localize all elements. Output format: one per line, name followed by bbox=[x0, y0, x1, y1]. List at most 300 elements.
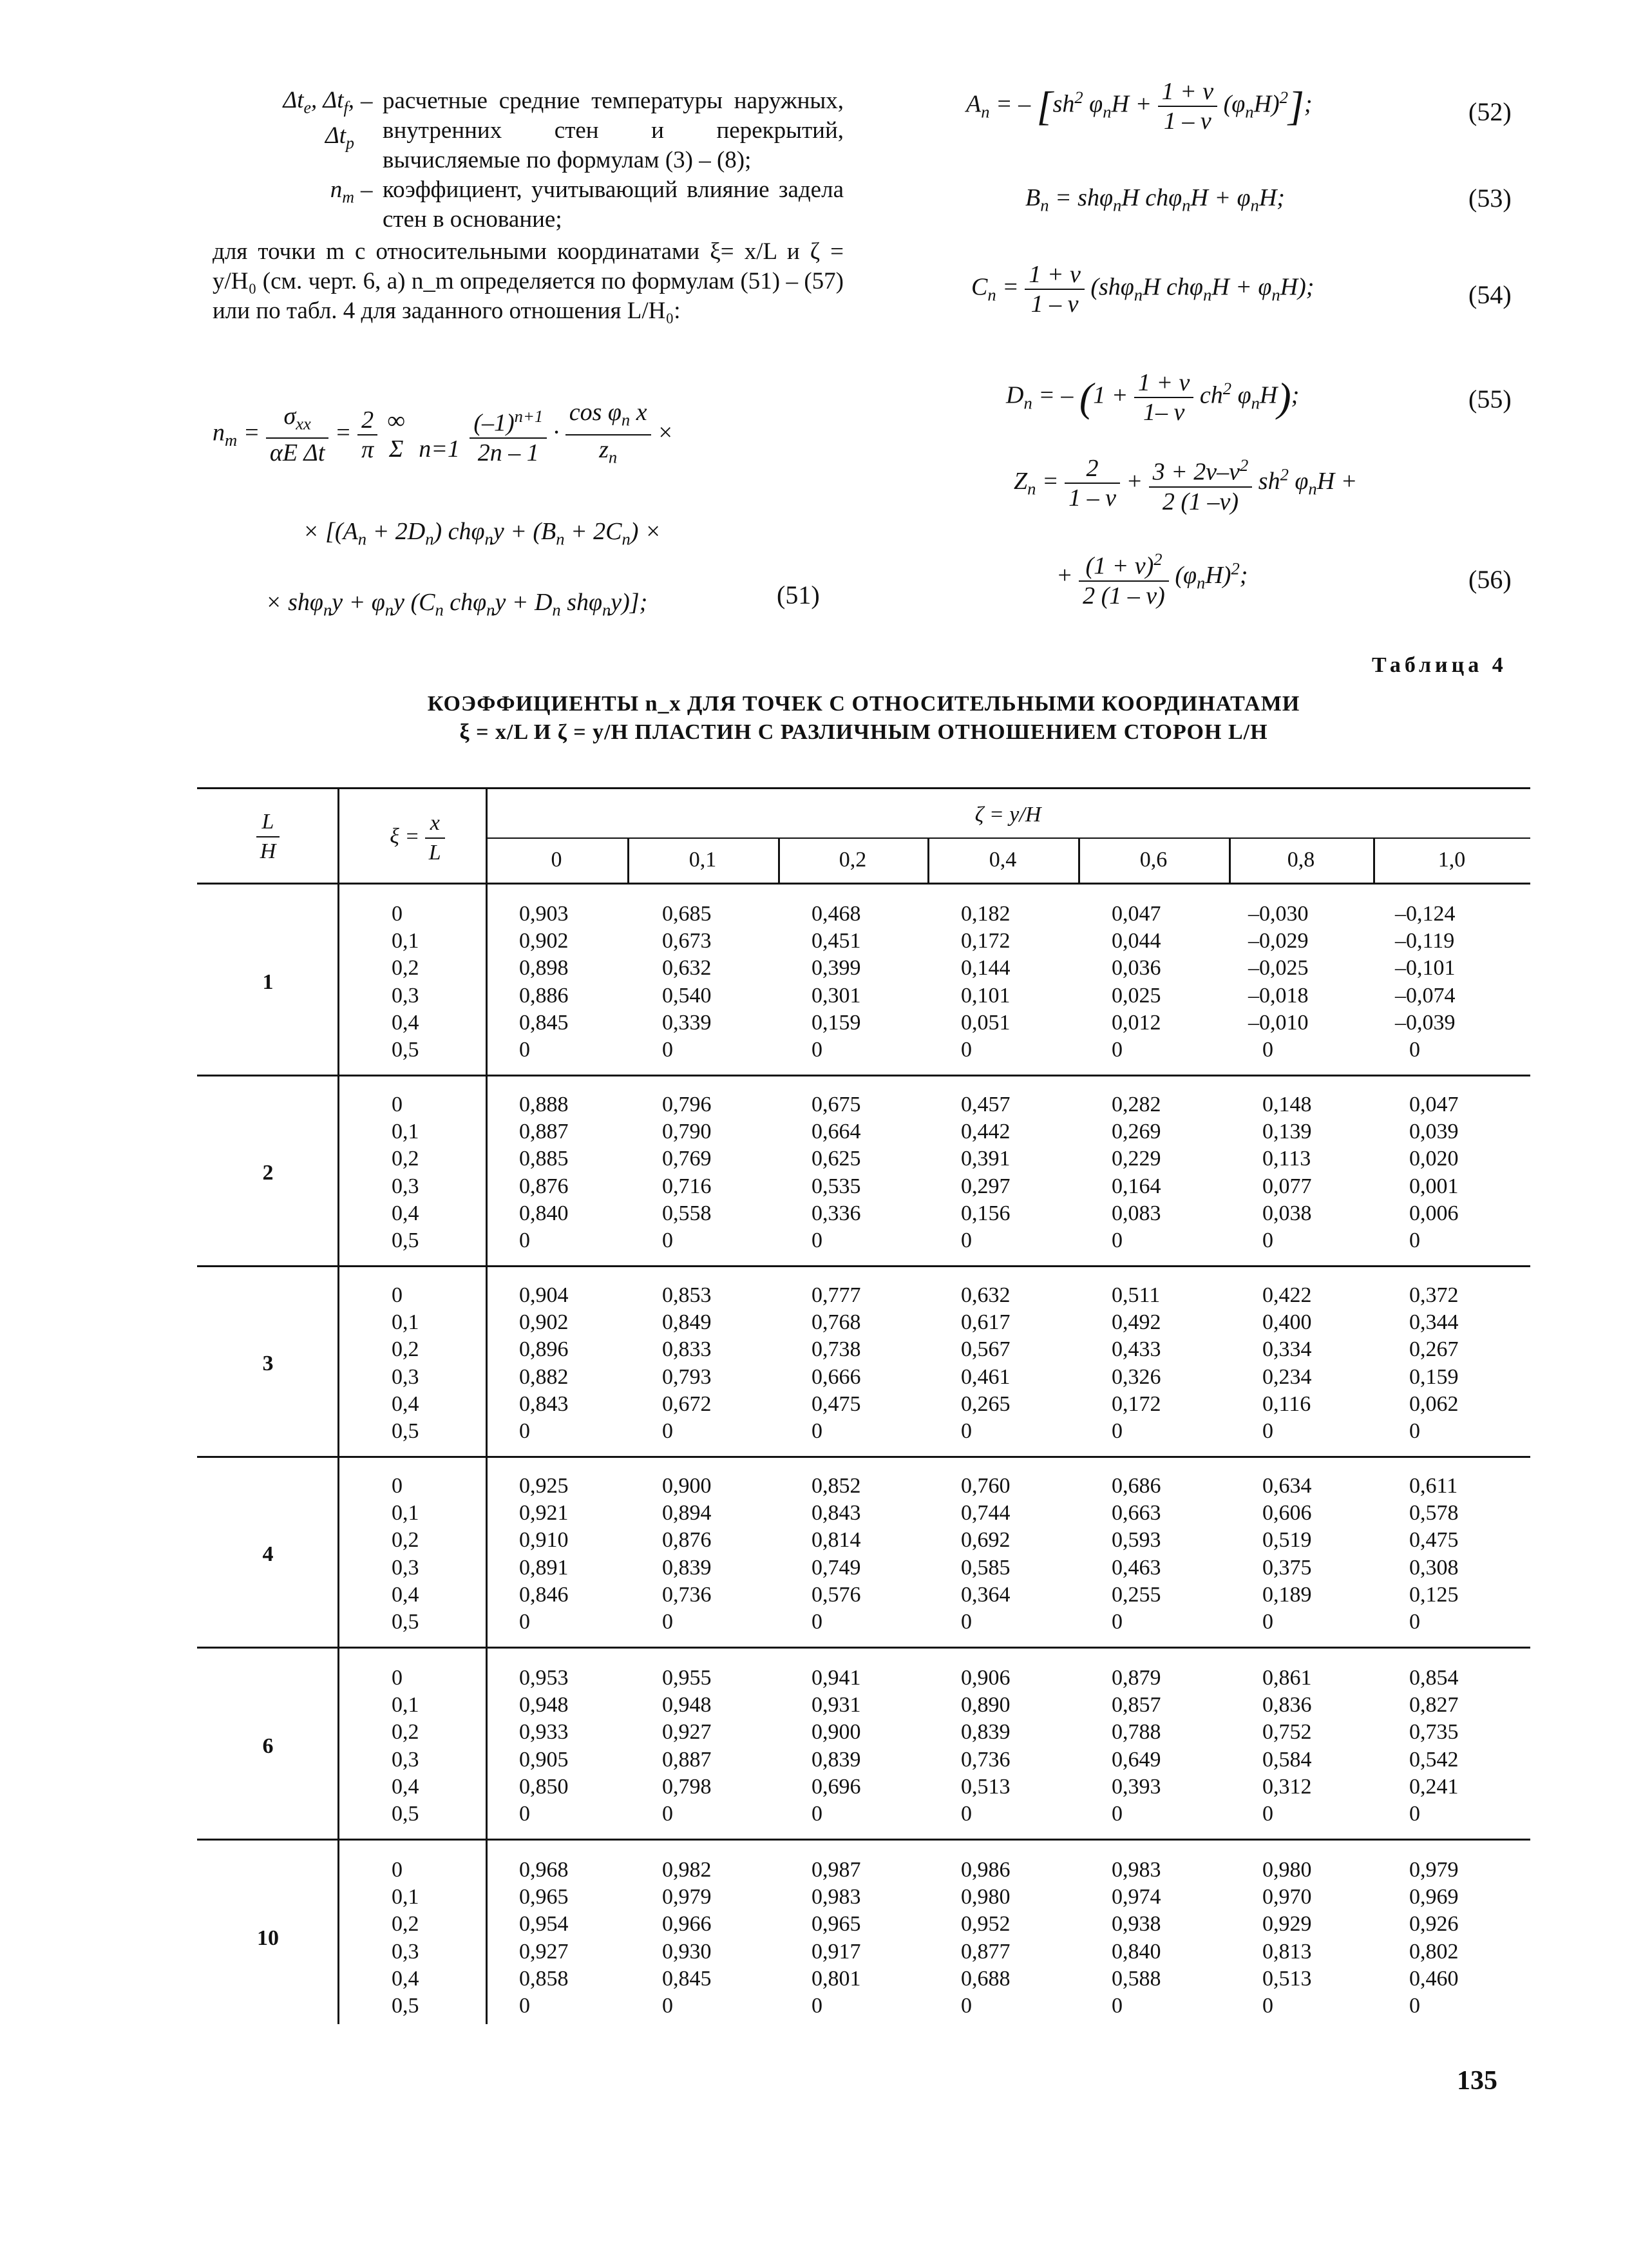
table-rule-group bbox=[197, 1265, 1530, 1267]
table-cell: 0,852 bbox=[812, 1474, 861, 1498]
xi-value: 0,2 bbox=[392, 1720, 419, 1745]
table-cell: 0,736 bbox=[662, 1582, 712, 1607]
table-cell: 0,172 bbox=[1112, 1392, 1161, 1416]
table-cell: 0,749 bbox=[812, 1555, 861, 1580]
table-cell: 0,578 bbox=[1409, 1501, 1459, 1526]
table-cell: 0,941 bbox=[812, 1666, 861, 1690]
table-cell: 0,903 bbox=[519, 902, 569, 926]
table-cell: 0,422 bbox=[1262, 1283, 1312, 1307]
table-cell: 0,777 bbox=[812, 1283, 861, 1307]
table-cell: –0,039 bbox=[1395, 1010, 1456, 1035]
table-cell: 0,229 bbox=[1112, 1147, 1161, 1171]
table-cell: 0,882 bbox=[519, 1364, 569, 1389]
table-cell: 0,900 bbox=[812, 1720, 861, 1745]
formula-51-line1: $n_m$ = $\frac{\sigma_{xx}}{\text{αE Δt}}$ = $\frac{2}{\pi}$ ∞ Σ n=1 $\frac{(-1)^{n+1}}{2n - 1}$ · $\frac{\cos \varphi_n x}{z_n}$ × bbox=[213, 399, 674, 467]
table-cell: 0 bbox=[1409, 1229, 1420, 1252]
header-xi-num: x bbox=[425, 809, 445, 839]
table-cell: 0,001 bbox=[1409, 1174, 1459, 1198]
xi-value: 0,4 bbox=[392, 1201, 419, 1225]
table-cell: 0 bbox=[662, 1038, 673, 1062]
table-cell: 0,801 bbox=[812, 1966, 861, 1991]
table-cell: 0,511 bbox=[1112, 1283, 1161, 1307]
table-cell: 0,649 bbox=[1112, 1747, 1161, 1772]
table-cell: 0,955 bbox=[662, 1666, 712, 1690]
intro-paragraph: для точки m с относительными координатами ξ= x/L и ζ = y/H₀ (см. черт. 6, а) n_m определяется по формулам (51) – (57) или по табл. 4 для заданного отношения L/H₀: bbox=[213, 238, 844, 324]
lh-value: 2 bbox=[262, 1160, 274, 1185]
xi-value: 0,4 bbox=[392, 1010, 419, 1035]
table-cell: 0,189 bbox=[1262, 1582, 1312, 1607]
table-cell: 0,788 bbox=[1112, 1720, 1161, 1745]
table-cell: 0,854 bbox=[1409, 1666, 1459, 1690]
table-cell: 0,051 bbox=[961, 1010, 1011, 1035]
table-cell: 0,267 bbox=[1409, 1337, 1459, 1362]
table-cell: 0,632 bbox=[662, 956, 712, 980]
table-cell: 0 bbox=[1262, 1610, 1273, 1634]
xi-value: 0,5 bbox=[392, 1038, 419, 1062]
table-cell: 0,925 bbox=[519, 1474, 569, 1498]
table-cell: 0,836 bbox=[1262, 1693, 1312, 1717]
zeta-value: 1,0 bbox=[1438, 848, 1466, 872]
table-cell: 0,876 bbox=[662, 1528, 712, 1553]
table-cell: 0 bbox=[961, 1610, 972, 1634]
lh-value: 6 bbox=[262, 1734, 274, 1758]
table-cell: 0,234 bbox=[1262, 1364, 1312, 1389]
table-cell: 0,894 bbox=[662, 1501, 712, 1526]
table-cell: 0,987 bbox=[812, 1858, 861, 1882]
xi-value: 0,1 bbox=[392, 1310, 419, 1335]
table-cell: 0,736 bbox=[961, 1747, 1011, 1772]
table-cell: 0,241 bbox=[1409, 1774, 1459, 1799]
table-cell: 0,813 bbox=[1262, 1939, 1312, 1964]
table-cell: 0,182 bbox=[961, 902, 1011, 926]
xi-value: 0,4 bbox=[392, 1582, 419, 1607]
table-cell: 0,400 bbox=[1262, 1310, 1312, 1335]
table-cell: 0,692 bbox=[961, 1528, 1011, 1553]
table-cell: 0,675 bbox=[812, 1093, 861, 1116]
table-cell: 0 bbox=[961, 1994, 972, 2018]
table-cell: 0,857 bbox=[1112, 1693, 1161, 1717]
table-cell: 0,038 bbox=[1262, 1201, 1312, 1225]
table-cell: 0,744 bbox=[961, 1501, 1011, 1526]
table-cell: 0,845 bbox=[662, 1966, 712, 1991]
table-cell: –0,030 bbox=[1248, 902, 1309, 926]
table-cell: –0,074 bbox=[1395, 983, 1456, 1008]
formula-51-line2: × [$(A_n + 2D_n) ch\varphi_ny + (B_n + 2C_n)$ × bbox=[303, 518, 661, 549]
table-cell: 0 bbox=[1409, 1610, 1420, 1634]
table-cell: –0,010 bbox=[1248, 1010, 1309, 1035]
table-label: Таблица 4 bbox=[1372, 653, 1507, 677]
xi-value: 0,2 bbox=[392, 1147, 419, 1171]
table-cell: 0,148 bbox=[1262, 1093, 1312, 1116]
table-cell: 0 bbox=[1409, 1419, 1420, 1443]
table-cell: 0,393 bbox=[1112, 1774, 1161, 1799]
table-cell: 0,910 bbox=[519, 1528, 569, 1553]
table-cell: 0,686 bbox=[1112, 1474, 1161, 1498]
formula-56-line1: $Z_n$ = $\frac{2}{1 - \nu}$ + $\frac{3 + 2\nu-\nu^2}{2 (1 -\nu)}$ $sh^2$ $\varphi_nH$ + bbox=[1014, 451, 1357, 516]
table-cell: 0,898 bbox=[519, 956, 569, 980]
table-cell: 0,840 bbox=[1112, 1939, 1161, 1964]
table-cell: 0,567 bbox=[961, 1337, 1011, 1362]
table-cell: 0,876 bbox=[519, 1174, 569, 1198]
table-cell: 0,948 bbox=[662, 1693, 712, 1717]
table-cell: 0 bbox=[812, 1419, 822, 1443]
table-cell: 0,979 bbox=[662, 1885, 712, 1909]
table-cell: 0,039 bbox=[1409, 1120, 1459, 1144]
table-cell: 0,879 bbox=[1112, 1666, 1161, 1690]
equation-number-54: (54) bbox=[1468, 280, 1512, 309]
table-cell: 0,900 bbox=[662, 1474, 712, 1498]
table-cell: 0 bbox=[1112, 1994, 1123, 2018]
table-cell: 0,461 bbox=[961, 1364, 1011, 1389]
table-cell: 0,983 bbox=[812, 1885, 861, 1909]
table-cell: 0,584 bbox=[1262, 1747, 1312, 1772]
table-cell: 0,113 bbox=[1262, 1147, 1311, 1171]
table-cell: 0,144 bbox=[961, 956, 1011, 980]
table-cell: 0,611 bbox=[1409, 1474, 1458, 1498]
xi-value: 0,5 bbox=[392, 1419, 419, 1443]
definition-nm bbox=[213, 175, 844, 234]
xi-value: 0,1 bbox=[392, 1120, 419, 1144]
definition-dash: – bbox=[361, 177, 373, 203]
table-rule-top bbox=[197, 787, 1530, 789]
xi-value: 0,4 bbox=[392, 1966, 419, 1991]
table-cell: 0,902 bbox=[519, 929, 569, 953]
table-cell: 0,798 bbox=[662, 1774, 712, 1799]
table-cell: 0,588 bbox=[1112, 1966, 1161, 1991]
definition-text: коэффициент, учитывающий влияние задела стен в основание; bbox=[383, 177, 844, 233]
table-cell: 0,673 bbox=[662, 929, 712, 953]
definition-symbol: $\Delta t_e$, $\Delta t_f$, $\Delta t_p$ bbox=[283, 87, 354, 153]
zeta-value: 0,2 bbox=[839, 848, 867, 872]
table-cell: 0,336 bbox=[812, 1201, 861, 1225]
table-cell: 0,891 bbox=[519, 1555, 569, 1580]
table-cell: 0,576 bbox=[812, 1582, 861, 1607]
table-cell: 0,948 bbox=[519, 1693, 569, 1717]
table-cell: 0,926 bbox=[1409, 1912, 1459, 1937]
table-cell: 0,921 bbox=[519, 1501, 569, 1526]
table-cell: 0 bbox=[961, 1038, 972, 1062]
table-cell: 0,861 bbox=[1262, 1666, 1312, 1690]
table-cell: 0 bbox=[519, 1610, 530, 1634]
table-cell: 0,845 bbox=[519, 1010, 569, 1035]
table-cell: 0,979 bbox=[1409, 1858, 1459, 1882]
table-cell: 0,372 bbox=[1409, 1283, 1459, 1307]
table-cell: 0 bbox=[662, 1994, 673, 2018]
xi-value: 0,2 bbox=[392, 1528, 419, 1553]
table-cell: 0,044 bbox=[1112, 929, 1161, 953]
table-cell: 0 bbox=[1409, 1038, 1420, 1062]
table-cell: 0,542 bbox=[1409, 1747, 1459, 1772]
table-cell: 0,399 bbox=[812, 956, 861, 980]
table-cell: 0,735 bbox=[1409, 1720, 1459, 1745]
formula-51-line3: × $sh\varphi_ny + \varphi_ny$ ($C_n$ $ch\varphi_ny + D_n$ shφ$_n$y)]; bbox=[265, 589, 648, 620]
formula-52: $A_n$ = – [$sh^2$ $\varphi_nH$ + $\frac{1 + \nu}{1 - \nu}$ $(\varphi_nH)^2$]; bbox=[966, 78, 1313, 135]
table-cell: 0,886 bbox=[519, 983, 569, 1008]
table-cell: 0,012 bbox=[1112, 1010, 1161, 1035]
table-cell: 0,827 bbox=[1409, 1693, 1459, 1717]
table-cell: 0,966 bbox=[662, 1912, 712, 1937]
xi-value: 0,1 bbox=[392, 1501, 419, 1526]
lh-value: 4 bbox=[262, 1542, 274, 1566]
table-cell: 0,685 bbox=[662, 902, 712, 926]
table-cell: 0,139 bbox=[1262, 1120, 1312, 1144]
table-cell: 0,927 bbox=[662, 1720, 712, 1745]
xi-value: 0,3 bbox=[392, 1364, 419, 1389]
table-cell: 0,840 bbox=[519, 1201, 569, 1225]
table-cell: 0,468 bbox=[812, 902, 861, 926]
definition-text: расчетные средние температуры наружных, внутренних стен и перекрытий, вычисляемые по формулам (3) – (8); bbox=[383, 88, 844, 173]
table-cell: 0,156 bbox=[961, 1201, 1011, 1225]
table-cell: 0,853 bbox=[662, 1283, 712, 1307]
xi-value: 0,3 bbox=[392, 983, 419, 1008]
table-cell: 0,513 bbox=[961, 1774, 1011, 1799]
table-cell: 0,965 bbox=[812, 1912, 861, 1937]
table-cell: 0,475 bbox=[1409, 1528, 1459, 1553]
definition-list bbox=[213, 86, 844, 326]
table-cell: 0,036 bbox=[1112, 956, 1161, 980]
table-cell: 0,968 bbox=[519, 1858, 569, 1882]
table-cell: 0,558 bbox=[662, 1201, 712, 1225]
table-cell: 0,391 bbox=[961, 1147, 1011, 1171]
zeta-value: 0,1 bbox=[688, 848, 717, 872]
table-cell: 0,769 bbox=[662, 1147, 712, 1171]
table-cell: 0,442 bbox=[961, 1120, 1011, 1144]
table-cell: 0,585 bbox=[961, 1555, 1011, 1580]
table-cell: 0 bbox=[662, 1610, 673, 1634]
definition-dash: – bbox=[361, 88, 373, 114]
table-cell: 0,297 bbox=[961, 1174, 1011, 1198]
zeta-value: 0,8 bbox=[1287, 848, 1315, 872]
xi-value: 0 bbox=[392, 1093, 403, 1116]
table-cell: 0 bbox=[519, 1419, 530, 1443]
xi-value: 0,2 bbox=[392, 1912, 419, 1937]
table-cell: 0,301 bbox=[812, 983, 861, 1008]
table-cell: 0,463 bbox=[1112, 1555, 1161, 1580]
table-cell: 0,970 bbox=[1262, 1885, 1312, 1909]
table-cell: 0,905 bbox=[519, 1747, 569, 1772]
table-cell: 0,083 bbox=[1112, 1201, 1161, 1225]
table-cell: 0,839 bbox=[961, 1720, 1011, 1745]
xi-value: 0 bbox=[392, 1666, 403, 1690]
table-cell: 0 bbox=[1112, 1419, 1123, 1443]
table-rule-group bbox=[197, 1839, 1530, 1841]
table-cell: 0,375 bbox=[1262, 1555, 1312, 1580]
table-cell: 0,460 bbox=[1409, 1966, 1459, 1991]
xi-value: 0 bbox=[392, 1474, 403, 1498]
table-cell: 0,927 bbox=[519, 1939, 569, 1964]
table-cell: 0 bbox=[812, 1038, 822, 1062]
xi-value: 0,5 bbox=[392, 1610, 419, 1634]
xi-value: 0,1 bbox=[392, 929, 419, 953]
table-cell: –0,029 bbox=[1248, 929, 1309, 953]
lh-value: 3 bbox=[262, 1351, 274, 1375]
table-cell: 0,265 bbox=[961, 1392, 1011, 1416]
table-cell: 0,116 bbox=[1262, 1392, 1311, 1416]
table-cell: –0,119 bbox=[1395, 929, 1455, 953]
table-cell: 0 bbox=[961, 1419, 972, 1443]
table-cell: 0,888 bbox=[519, 1093, 569, 1116]
table-cell: 0 bbox=[519, 1802, 530, 1826]
table-cell: –0,018 bbox=[1248, 983, 1309, 1008]
table-cell: 0,062 bbox=[1409, 1392, 1459, 1416]
table-cell: 0,906 bbox=[961, 1666, 1011, 1690]
table-cell: 0,593 bbox=[1112, 1528, 1161, 1553]
table-cell: –0,101 bbox=[1395, 956, 1456, 980]
table-cell: 0 bbox=[1112, 1038, 1123, 1062]
table-cell: 0,696 bbox=[812, 1774, 861, 1799]
xi-value: 0 bbox=[392, 902, 403, 926]
xi-value: 0,3 bbox=[392, 1939, 419, 1964]
table-cell: 0,451 bbox=[812, 929, 861, 953]
table-cell: 0,255 bbox=[1112, 1582, 1161, 1607]
table-cell: 0 bbox=[812, 1994, 822, 2018]
table-cell: 0 bbox=[961, 1229, 972, 1252]
table-cell: 0 bbox=[662, 1419, 673, 1443]
table-cell: 0,006 bbox=[1409, 1201, 1459, 1225]
table-cell: 0,858 bbox=[519, 1966, 569, 1991]
header-xi bbox=[366, 809, 469, 867]
table-cell: 0,849 bbox=[662, 1310, 712, 1335]
table-cell: 0,513 bbox=[1262, 1966, 1312, 1991]
zeta-value: 0,6 bbox=[1139, 848, 1168, 872]
table-cell: 0,802 bbox=[1409, 1939, 1459, 1964]
table-cell: 0,125 bbox=[1409, 1582, 1459, 1607]
xi-value: 0 bbox=[392, 1858, 403, 1882]
table-cell: 0,930 bbox=[662, 1939, 712, 1964]
table-cell: 0,833 bbox=[662, 1337, 712, 1362]
lh-value: 10 bbox=[257, 1926, 279, 1950]
header-xi-prefix: ξ = bbox=[390, 824, 420, 848]
definition-symbol: $n_m$ bbox=[330, 177, 354, 207]
table-cell: –0,025 bbox=[1248, 956, 1309, 980]
formula-55: $D_n$ = – (1 + $\frac{1 + \nu}{1- \nu}$ $ch^2$ $\varphi_nH$); bbox=[1006, 369, 1300, 426]
table-cell: 0,843 bbox=[519, 1392, 569, 1416]
table-cell: 0,433 bbox=[1112, 1337, 1161, 1362]
header-xi-den: L bbox=[428, 841, 441, 865]
definition-temperatures bbox=[213, 86, 844, 175]
table-cell: 0 bbox=[961, 1802, 972, 1826]
equation-number-56: (56) bbox=[1468, 565, 1512, 594]
table-cell: 0,457 bbox=[961, 1093, 1011, 1116]
table-cell: 0,326 bbox=[1112, 1364, 1161, 1389]
table-cell: 0,974 bbox=[1112, 1885, 1161, 1909]
table-cell: 0,839 bbox=[662, 1555, 712, 1580]
table-cell: 0,969 bbox=[1409, 1885, 1459, 1909]
table-cell: 0,796 bbox=[662, 1093, 712, 1116]
table-cell: 0,047 bbox=[1112, 902, 1161, 926]
xi-value: 0,1 bbox=[392, 1885, 419, 1909]
table-cell: 0,339 bbox=[662, 1010, 712, 1035]
xi-value: 0 bbox=[392, 1283, 403, 1307]
table-cell: 0,334 bbox=[1262, 1337, 1312, 1362]
coefficients-table bbox=[197, 787, 1530, 2018]
table-title-line2: ξ = x/L И ζ = y/H ПЛАСТИН С РАЗЛИЧНЫМ ОТНОШЕНИЕМ СТОРОН L/H bbox=[459, 720, 1268, 744]
table-cell: 0,917 bbox=[812, 1939, 861, 1964]
header-lh bbox=[236, 808, 300, 866]
table-cell: 0,885 bbox=[519, 1147, 569, 1171]
xi-value: 0,5 bbox=[392, 1994, 419, 2018]
table-rule-header bbox=[197, 883, 1530, 885]
table-cell: 0,716 bbox=[662, 1174, 712, 1198]
table-cell: 0,843 bbox=[812, 1501, 861, 1526]
table-cell: 0,672 bbox=[662, 1392, 712, 1416]
table-cell: 0,663 bbox=[1112, 1501, 1161, 1526]
table-cell: 0,954 bbox=[519, 1912, 569, 1937]
table-cell: 0,077 bbox=[1262, 1174, 1312, 1198]
table-cell: 0,850 bbox=[519, 1774, 569, 1799]
table-cell: 0,172 bbox=[961, 929, 1011, 953]
table-cell: 0,312 bbox=[1262, 1774, 1312, 1799]
table-cell: 0,752 bbox=[1262, 1720, 1312, 1745]
table-cell: 0,904 bbox=[519, 1283, 569, 1307]
table-cell: 0,344 bbox=[1409, 1310, 1459, 1335]
table-cell: 0 bbox=[662, 1229, 673, 1252]
formula-56-line2: + $\frac{(1 + \nu)^2}{2 (1 - \nu)}$ $(\varphi_nH)^2$; bbox=[1056, 545, 1248, 610]
table-cell: 0,632 bbox=[961, 1283, 1011, 1307]
formula-54: $C_n$ = $\frac{1 + \nu}{1 - \nu}$ (shφ$_n$H $ch\varphi_nH + \varphi_nH$); bbox=[971, 261, 1315, 318]
table-cell: 0,020 bbox=[1409, 1147, 1459, 1171]
table-cell: 0,308 bbox=[1409, 1555, 1459, 1580]
table-cell: 0,159 bbox=[812, 1010, 861, 1035]
table-cell: 0,902 bbox=[519, 1310, 569, 1335]
table-cell: 0,877 bbox=[961, 1939, 1011, 1964]
table-cell: 0,688 bbox=[961, 1966, 1011, 1991]
formula-53: $B_n = sh\varphi_nH$ $ch\varphi_nH + \varphi_nH$; bbox=[1025, 184, 1285, 215]
table-cell: 0,793 bbox=[662, 1364, 712, 1389]
table-cell: 0,890 bbox=[961, 1693, 1011, 1717]
zeta-value: 0,4 bbox=[989, 848, 1017, 872]
xi-value: 0,2 bbox=[392, 956, 419, 980]
table-cell: 0,666 bbox=[812, 1364, 861, 1389]
table-cell: 0,519 bbox=[1262, 1528, 1312, 1553]
table-cell: 0 bbox=[662, 1802, 673, 1826]
xi-value: 0,4 bbox=[392, 1392, 419, 1416]
table-cell: 0,790 bbox=[662, 1120, 712, 1144]
xi-value: 0,5 bbox=[392, 1229, 419, 1252]
table-cell: 0,887 bbox=[519, 1120, 569, 1144]
table-cell: 0 bbox=[1112, 1610, 1123, 1634]
table-cell: 0,025 bbox=[1112, 983, 1161, 1008]
table-cell: 0,768 bbox=[812, 1310, 861, 1335]
table-cell: 0,929 bbox=[1262, 1912, 1312, 1937]
table-cell: 0,953 bbox=[519, 1666, 569, 1690]
table-cell: 0 bbox=[1262, 1229, 1273, 1252]
header-lh-num: L bbox=[256, 808, 280, 837]
table-cell: 0,540 bbox=[662, 983, 712, 1008]
table-cell: 0 bbox=[519, 1229, 530, 1252]
table-cell: 0,047 bbox=[1409, 1093, 1459, 1116]
table-cell: 0,364 bbox=[961, 1582, 1011, 1607]
table-cell: 0 bbox=[1112, 1802, 1123, 1826]
header-zeta: ζ = y/H bbox=[974, 803, 1041, 827]
table-rule-group bbox=[197, 1647, 1530, 1649]
table-cell: 0,159 bbox=[1409, 1364, 1459, 1389]
table-cell: 0,933 bbox=[519, 1720, 569, 1745]
table-cell: 0,839 bbox=[812, 1747, 861, 1772]
table-cell: 0,980 bbox=[961, 1885, 1011, 1909]
table-cell: 0 bbox=[519, 1038, 530, 1062]
equation-number-52: (52) bbox=[1468, 97, 1512, 126]
table-cell: 0,634 bbox=[1262, 1474, 1312, 1498]
xi-value: 0,3 bbox=[392, 1555, 419, 1580]
table-cell: 0,983 bbox=[1112, 1858, 1161, 1882]
table-cell: –0,124 bbox=[1395, 902, 1456, 926]
table-cell: 0,931 bbox=[812, 1693, 861, 1717]
xi-value: 0,2 bbox=[392, 1337, 419, 1362]
table-cell: 0,738 bbox=[812, 1337, 861, 1362]
table-cell: 0,625 bbox=[812, 1147, 861, 1171]
table-cell: 0,980 bbox=[1262, 1858, 1312, 1882]
